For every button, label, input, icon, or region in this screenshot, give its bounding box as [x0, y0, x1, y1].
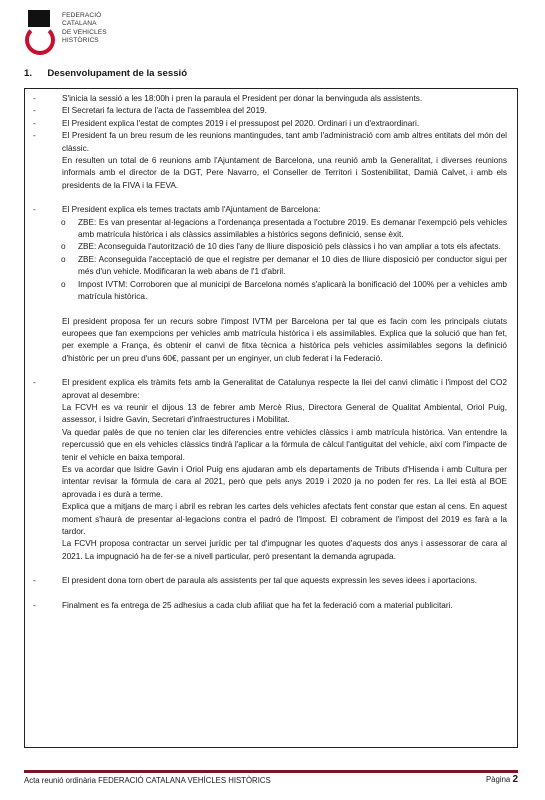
sub-list-item: o Impost IVTM: Corroboren que al municipi de Barcelona només s'aplicarà la bonificació del 100% per a vehicles amb matrícula històrica. [61, 279, 507, 302]
paragraph: Explica que a mitjans de març i abril es rebran les cartes dels vehicles afectats fent constar que estan al cens. En aquest moment s'haurà de presentar al·legacions contra el padró de l'Impost. El cobrament de l'impost del 2019 es farà a la tardor. [62, 502, 507, 536]
sub-list-item: o ZBE: Aconseguida l'acceptació de que el registre per demanar el 10 dies de lliure disposició per conductor sigui per més d'un vehicle. Modificaran la web abans de l'1 d'abril. [61, 254, 507, 277]
sub-list-item: o ZBE: Es van presentar al·legacions a l'ordenança presentada a l'octubre 2019. Es demanar l'exempció pels vehicles amb matrícula històrica i als clàssics assimilables a històrics segons definició, sense èxit. [61, 217, 507, 240]
list-item: - El president explica els tràmits fets amb la Generalitat de Catalunya respecte la llei del canvi climàtic i l'impost del CO2 aprovat al desembre: [33, 378, 507, 400]
paragraph: La FCVH proposa contractar un servei jurídic per tal d'impugnar les quotes d'aquests dos anys i assessorar de cara al 2021. La impugnació ha de fer-se a nivell particular, però presentant la demanda agrupada. [62, 539, 507, 561]
section-number: 1. [24, 68, 33, 79]
paragraph: En resulten un total de 6 reunions amb l'Ajuntament de Barcelona, una reunió amb la Generalitat, i diverses reunions informals amb el director de la DGT, Pere Navarro, el Conseller de Territori i Sostenibilitat, Damià Calvet, i amb els presidents de la FIVA i la FEVA. [62, 156, 507, 190]
minutes-box [24, 88, 518, 748]
section-title-text: Desenvolupament de la sessió [47, 68, 188, 79]
list-item: - El President fa un breu resum de les reunions mantingudes, tant amb l'administració com amb altres entitats del món del clàssic. [33, 131, 507, 153]
list-item: - S'inicia la sessió a les 18:00h i pren la paraula el President per donar la benvinguda als assistents. [33, 94, 423, 103]
page-number: Pàgina 2 [485, 774, 518, 785]
list-item: - El President explica els temes tractats amb l'Ajuntament de Barcelona: [33, 205, 321, 215]
paragraph: El president proposa fer un recurs sobre l'impost IVTM per Barcelona per tal que es facin com les principals ciutats europees que fan exempcions per vehicles amb matrícula històrica i els assimilables. Explica que la solució que han fet, per exemple a França, és obtenir el canvi de fitxa tècnica a històrica pels vehicles assimilables segons la definició d'històric per un preu d'uns 60€, passant per un enginyer, un club federat i la Federació. [62, 316, 507, 363]
logo-mark-icon [24, 8, 54, 52]
paragraph: Va quedar palès de que no tenien clar les diferencies entre vehicles clàssics i amb matrícula històrica. Van entendre la repercussió que en els vehicles clàssics tindrà l'aplicar a la fórmula de càlcul l'antiguitat del vehicle, així com l'impacte de tenir el vehicle en baixa temporal. [62, 427, 507, 462]
list-item: - El President explica l'estat de comptes 2019 i el pressupost pel 2020. Ordinari i un d'extraordinari. [33, 118, 420, 128]
paragraph: La FCVH es va reunir el dijous 13 de febrer amb Mercè Rius, Directora General de Qualitat Ambiental, Oriol Puig, assessor, i Isidre Gavin, Secretari d'infraestructures i Mobilitat. [62, 402, 507, 425]
list-item: - Finalment es fa entrega de 25 adhesius a cada club afiliat que ha fet la federació com a material publicitari. [33, 600, 453, 610]
logo-text: FEDERACIÓ CATALANA DE VEHICLES HISTÒRICS [62, 12, 107, 44]
list-item: - El president dona torn obert de paraula als assistents per tal que aquests expressin les seves idees i aportacions. [33, 576, 478, 586]
section-title [24, 68, 187, 79]
footer-divider [24, 770, 518, 773]
paragraph: Es va acordar que Isidre Gavin i Oriol Puig ens ajudaran amb els departaments de Tributs d'Hisenda i amb Cultura per intentar revisar la fórmula de cara al 2021, però que pels anys 2019 i 2020 ja no poden fer res. La llei està al BOE aprovada i es durà a terme. [62, 464, 507, 499]
federation-logo [24, 8, 154, 58]
footer-title: Acta reunió ordinària FEDERACIÓ CATALANA VEHÍCLES HISTÒRICS [24, 776, 271, 785]
sub-list-item: o ZBE: Aconseguida l'autorització de 10 dies l'any de lliure disposició pels clàssics i ho van ampliar a tots els afectats. [61, 242, 501, 252]
list-item: - El Secretari fa lectura de l'acta de l'assemblea del 2019. [33, 106, 267, 116]
